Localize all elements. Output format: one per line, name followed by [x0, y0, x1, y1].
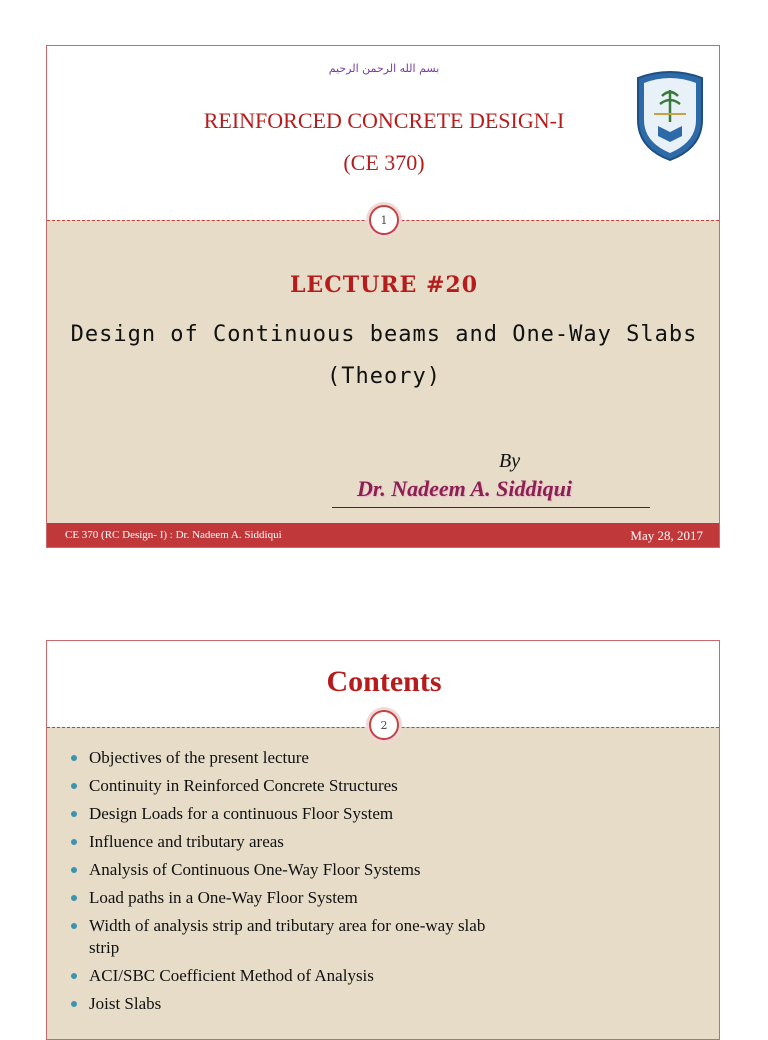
- university-crest-icon: [632, 70, 708, 162]
- list-item: [69, 887, 509, 909]
- list-item-text: Influence and tributary areas: [89, 832, 284, 851]
- by-label: By: [499, 450, 521, 472]
- contents-title: Contents: [326, 665, 442, 698]
- bullet-icon: [71, 839, 77, 845]
- list-item: [69, 803, 509, 825]
- contents-list: [69, 747, 509, 1021]
- bullet-icon: [71, 1001, 77, 1007]
- list-item: [69, 775, 509, 797]
- list-item: [69, 747, 509, 769]
- list-item-text: Load paths in a One-Way Floor System: [89, 888, 358, 907]
- list-item-text: Continuity in Reinforced Concrete Structures: [89, 776, 398, 795]
- lecture-title-line1: Design of Continuous beams and One-Way Slabs: [70, 322, 698, 347]
- list-item: [69, 859, 509, 881]
- bullet-icon: [71, 755, 77, 761]
- list-item-text: Joist Slabs: [89, 994, 162, 1013]
- list-item-text: ACI/SBC Coefficient Method of Analysis: [89, 966, 374, 985]
- course-code: (CE 370): [343, 150, 425, 175]
- bullet-icon: [71, 923, 77, 929]
- bullet-icon: [71, 895, 77, 901]
- slide-number-badge: 2: [369, 710, 399, 740]
- basmala-text: بسم الله الرحمن الرحيم: [328, 62, 440, 75]
- footer-course-info: CE 370 (RC Design- I) : Dr. Nadeem A. Siddiqui: [65, 529, 282, 541]
- slide-number-badge: 1: [369, 205, 399, 235]
- bullet-icon: [71, 783, 77, 789]
- list-item-text: Width of analysis strip and tributary area for one-way slab strip: [89, 916, 486, 957]
- footer-date: May 28, 2017: [630, 528, 703, 543]
- list-item: [69, 915, 509, 959]
- bullet-icon: [71, 973, 77, 979]
- course-title: REINFORCED CONCRETE DESIGN-I: [203, 108, 565, 133]
- lecture-title: [47, 314, 720, 398]
- author-underline: [332, 507, 650, 508]
- title-slide: [46, 45, 720, 548]
- lecture-title-line2: (Theory): [327, 364, 441, 389]
- list-item: [69, 831, 509, 853]
- list-item-text: Objectives of the present lecture: [89, 748, 309, 767]
- author-name: Dr. Nadeem A. Siddiqui: [357, 476, 572, 501]
- bullet-icon: [71, 811, 77, 817]
- slide-footer: [47, 523, 719, 548]
- list-item-text: Design Loads for a continuous Floor System: [89, 804, 394, 823]
- list-item-text: Analysis of Continuous One-Way Floor Systems: [89, 860, 421, 879]
- lecture-number: LECTURE #20: [289, 272, 479, 298]
- list-item: [69, 993, 509, 1015]
- contents-slide: [46, 640, 720, 1040]
- list-item: [69, 965, 509, 987]
- bullet-icon: [71, 867, 77, 873]
